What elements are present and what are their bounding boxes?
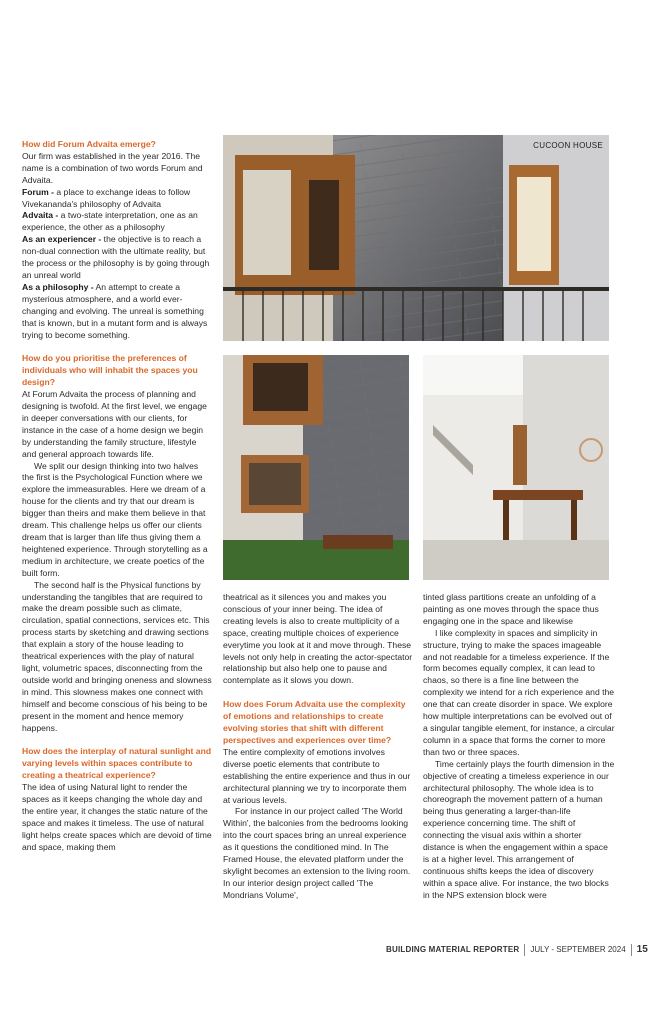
photo-caption: CUCOON HOUSE: [533, 141, 603, 150]
photo-illustration: [223, 135, 609, 341]
question-heading: How does the interplay of natural sunlight and varying levels within spaces contribute to creating a theatrical experience?: [22, 746, 212, 781]
paragraph: Our firm was established in the year 2016. The name is a combination of two words Forum and Advaita.: [22, 150, 203, 185]
paragraph: For instance in our project called 'The World Within', the balconies from the bedrooms looking into the court spaces bring an unreal experience as it questions the conditioned mind. In The Framed House, the elevated platform under the skylight becomes an extension to the living room. In our interior design project called 'The Mondrians Volume',: [223, 806, 411, 900]
paragraph: The idea of using Natural light to render the spaces as it keeps changing the whole day and the entire year, it changes the static nature of the space and makes it timeless. The use of natural light helps create spaces which are devoid of time and space, making them: [22, 782, 212, 852]
paragraph: Time certainly plays the fourth dimension in the objective of creating a timeless experience in our architectural philosophy. The whole idea is to choreograph the movement pattern of a human being thus generating a larger-than-life experience concerning time. The shift of connecting the visual axis within a shorter distance is when the engagement within a space is at a higher level. This arrangement of continuous shifts keeps the idea of discovery within a space alive. For instance, the two blocks in the NPS extension block were: [423, 758, 615, 900]
magazine-name: BUILDING MATERIAL REPORTER: [386, 945, 520, 955]
footer-divider: [631, 944, 632, 956]
term-text: a place to exchange ideas to follow Vivekananda's philosophy of Advaita: [22, 186, 191, 209]
column-3: [423, 592, 615, 902]
paragraph: theatrical as it silences you and makes you conscious of your inner being. The idea of creating levels is also to create multiplicity of a space, creating multiple choices of experience everytime you look at it and move through. These levels not only help in creating the actor-spectator relationship but also help one to pause and contemplate as it slows you down.: [223, 592, 413, 686]
term-text: a two-state interpretation, one as an experience, the other as a philosophy: [22, 210, 198, 233]
paragraph: tinted glass partitions create an unfolding of a painting as one moves through the space thus engaging one in the space and likewise: [423, 592, 599, 626]
question-heading: How do you prioritise the preferences of individuals who will inhabit the spaces you design?: [22, 353, 198, 388]
term-label: Forum -: [22, 186, 54, 197]
term-text: An attempt to create a mysterious atmosphere, and a world ever-changing and evolving. The unreal is something that is known, but in a mutant form and is always trying to become something.: [22, 281, 208, 340]
footer-divider: [524, 944, 525, 956]
term-label: Advaita -: [22, 210, 59, 221]
term-label: As an experiencer -: [22, 234, 102, 245]
paragraph: The second half is the Physical functions by understanding the tangibles that are required to make the dream possible such as climate, circulation, spatial connections, services etc. This process starts by sketching and drawing sections that explain a story of the house leading to theatrical experiences with the play of natural light, volumetric spaces, disconnecting from the outside world and bringing oneness and slowness in mind. This slowness makes one connect with himself and become conscious of his being to be present in the moment and hence memory happens.: [22, 579, 212, 733]
issue-date: JULY - SEPTEMBER 2024: [530, 945, 626, 955]
paragraph: At Forum Advaita the process of planning and designing is twofold. At the first level, we engage in deeper conversations with our clients, for instance in the case of a home design we begin by understanding the family structure, lifestyle and general approach towards life.: [22, 389, 207, 459]
definition-forum: [22, 187, 212, 211]
photo-illustration: [223, 355, 409, 580]
term-text: the objective is to reach a non-dual connection with the ultimate reality, but the process or the philosophy is by going through an unreal world: [22, 234, 210, 280]
photo-courtyard-wall: [223, 355, 409, 580]
paragraph: We split our design thinking into two halves the first is the Psychological Function where we explore the immeasurables. Here we dream of a house for the clients and try that our dream is bigger than theirs and make them believe in that dream. This challenge helps us offer our clients dream that is larger than life thus giving them a heightened experience. Through storytelling as a medium in architecture, we create poetics of the built form.: [22, 460, 208, 578]
photo-illustration: [423, 355, 609, 580]
paragraph: I like complexity in spaces and simplicity in structure, trying to make the spaces imageable and not readable for a timeless experience. If the form becomes equally complex, it can lead to chaos, so there is a fine line between the complexity we intend for a rich experience and the one that can create disorder in space. We explore how multiple interpretations can be evolved out of a singular tangible element, for instance, a circular column in a space that forms the corner to more than two or three spaces.: [423, 627, 615, 757]
term-label: As a philosophy -: [22, 281, 94, 292]
definition-philosophy: [22, 282, 212, 342]
definition-experiencer: [22, 234, 212, 282]
photo-cucoon-house: [223, 135, 609, 341]
page-footer: [386, 944, 648, 956]
column-1: [22, 139, 212, 854]
paragraph: The entire complexity of emotions involves diverse poetic elements that contribute to establishing the entire experience and thus in our architectural planning we try to incorporate them at various levels.: [223, 746, 411, 805]
column-2: [223, 592, 413, 902]
question-heading: How did Forum Advaita emerge?: [22, 139, 156, 149]
question-heading: How does Forum Advaita use the complexity of emotions and relationships to create evolving stories that shift with different perspectives and experiences over time?: [223, 699, 406, 745]
definition-advaita: [22, 210, 212, 234]
photo-interior-stairs: [423, 355, 609, 580]
page-number: 15: [636, 944, 648, 956]
